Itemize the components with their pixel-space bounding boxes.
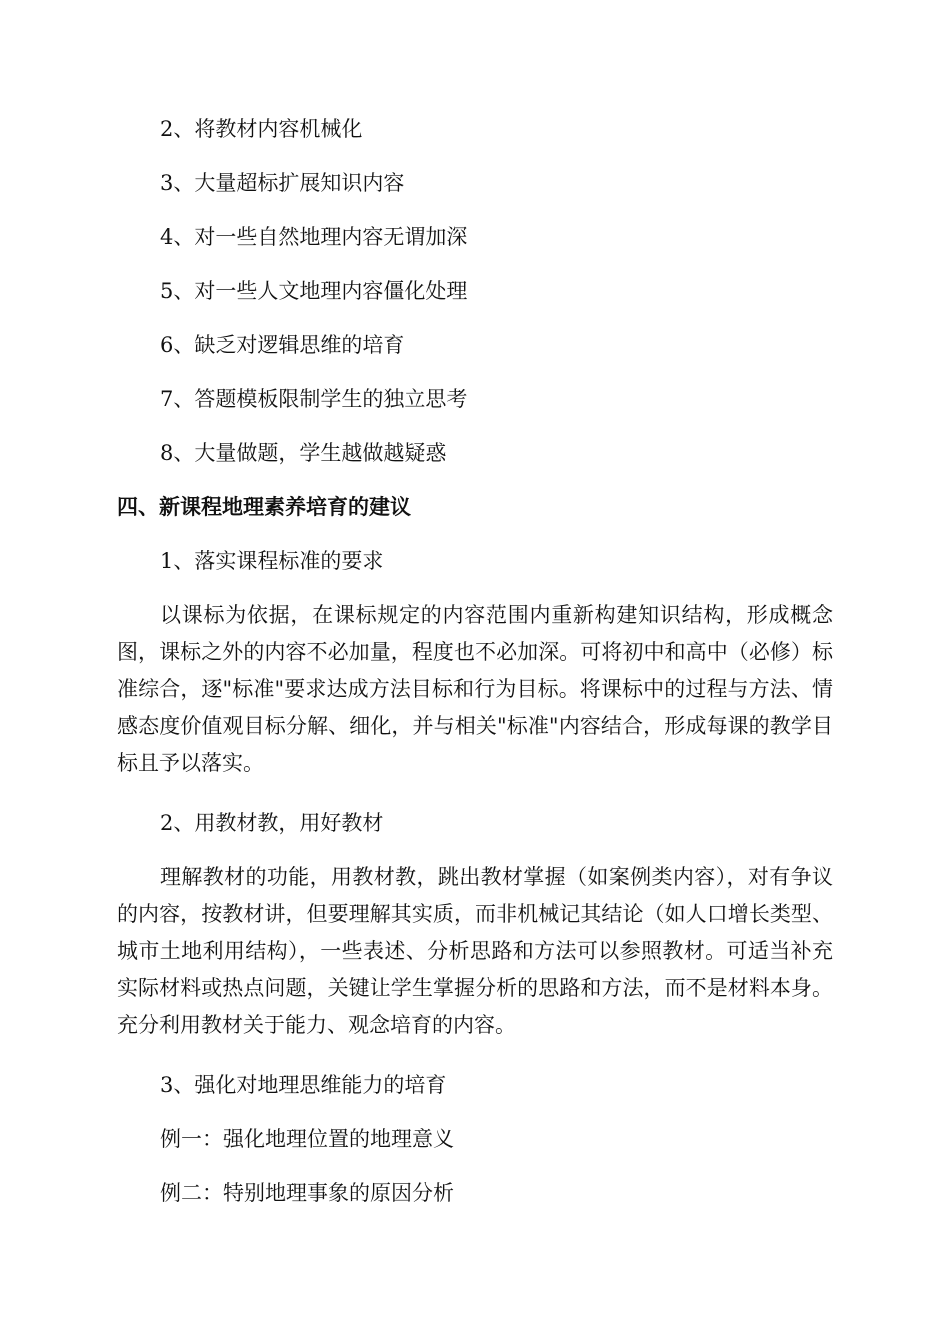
example-line: 例一：强化地理位置的地理意义 bbox=[160, 1127, 454, 1151]
section-heading: 四、新课程地理素养培育的建议 bbox=[117, 495, 411, 519]
list-item: 8、大量做题，学生越做越疑惑 bbox=[160, 441, 447, 465]
list-item: 2、将教材内容机械化 bbox=[160, 117, 363, 141]
subsection-title: 2、用教材教，用好教材 bbox=[160, 811, 384, 835]
subsection-title: 1、落实课程标准的要求 bbox=[160, 549, 384, 573]
paragraph: 理解教材的功能，用教材教，跳出教材掌握（如案例类内容），对有争议的内容，按教材讲，但要理解其实质，而非机械记其结论（如人口增长类型、城市土地利用结构），一些表述、分析思路和方法可以参照教材。可适当补充实际材料或热点问题，关键让学生掌握分析的思路和方法，而不是材料本身。充分利用教材关于能力、观念培育的内容。 bbox=[117, 865, 833, 1037]
list-item: 5、对一些人文地理内容僵化处理 bbox=[160, 279, 468, 303]
example-line: 例二：特别地理事象的原因分析 bbox=[160, 1181, 454, 1205]
list-item: 7、答题模板限制学生的独立思考 bbox=[160, 387, 468, 411]
paragraph: 以课标为依据，在课标规定的内容范围内重新构建知识结构，形成概念图，课标之外的内容不必加量，程度也不必加深。可将初中和高中（必修）标准综合，逐"标准"要求达成方法目标和行为目标。将课标中的过程与方法、情感态度价值观目标分解、细化，并与相关"标准"内容结合，形成每课的教学目标且予以落实。 bbox=[117, 603, 833, 775]
list-item: 6、缺乏对逻辑思维的培育 bbox=[160, 333, 405, 357]
list-item: 4、对一些自然地理内容无谓加深 bbox=[160, 225, 468, 249]
subsection-title: 3、强化对地理思维能力的培育 bbox=[160, 1073, 447, 1097]
list-item: 3、大量超标扩展知识内容 bbox=[160, 171, 405, 195]
